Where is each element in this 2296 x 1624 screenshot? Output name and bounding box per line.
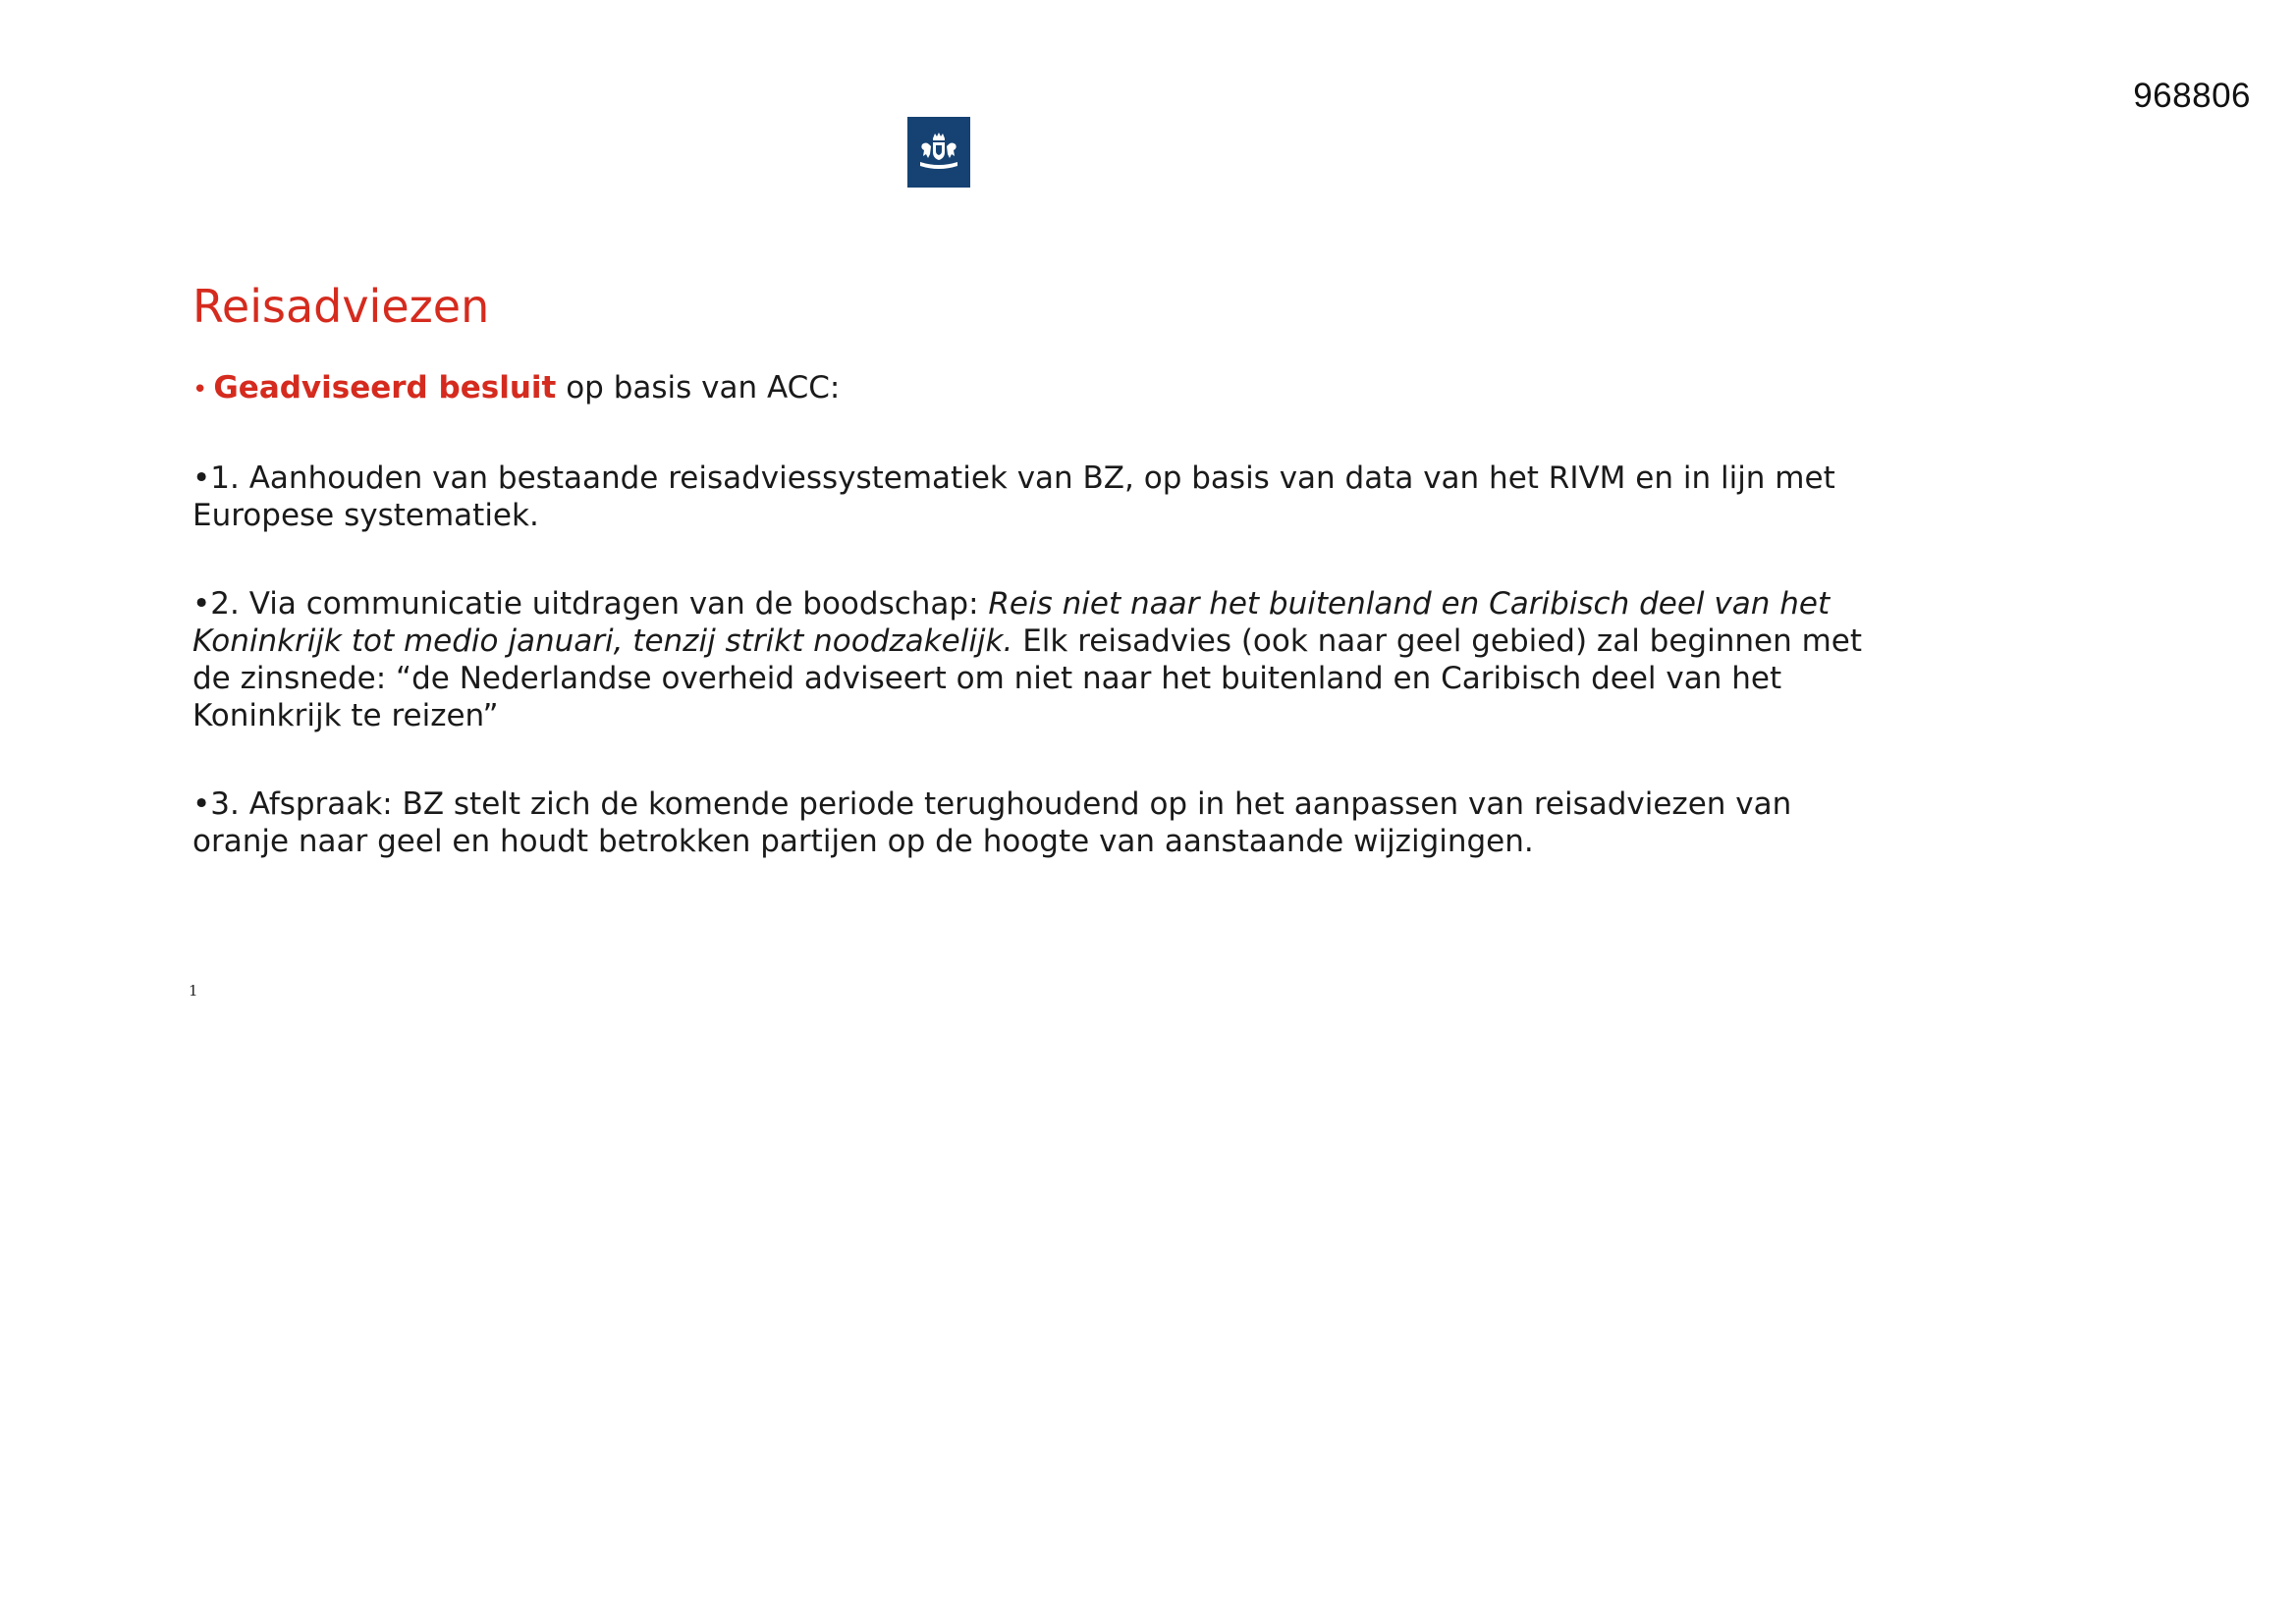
- list-item-3: •3. Afspraak: BZ stelt zich de komende periode terughoudend op in het aanpassen van reisadviezen van oranje naar geel en houdt betrokken partijen op de hoogte van aanstaande wijzigingen.: [192, 786, 1792, 859]
- coat-of-arms-icon: [914, 131, 963, 174]
- rijksoverheid-logo: [907, 117, 970, 188]
- list-item-2-italic: Reis niet naar het buitenland en Caribisch deel van het Koninkrijk tot medio januari, tenzij strikt noodzakelijk.: [192, 586, 1831, 659]
- list-item-2: [192, 585, 1882, 734]
- intro-text: op basis van ACC:: [556, 370, 841, 406]
- document-id: 968806: [2133, 77, 2251, 115]
- bullet-dot-icon: •: [192, 375, 208, 405]
- intro-line: [192, 369, 1882, 408]
- intro-highlight: Geadviseerd besluit: [213, 370, 557, 406]
- page-number: 1: [189, 982, 198, 1000]
- list-item-2-suffix: Elk reisadvies (ook naar geel gebied) zal beginnen met de zinsnede: “de Nederlandse overheid adviseert om niet naar het buitenland en Caribisch deel van het Koninkrijk te reizen”: [192, 623, 1862, 733]
- list-item-1: •1. Aanhouden van bestaande reisadviessystematiek van BZ, op basis van data van het RIVM en in lijn met Europese systematiek.: [192, 460, 1835, 533]
- slide-title: Reisadviezen: [192, 280, 490, 333]
- list-item-2-prefix: •2. Via communicatie uitdragen van de boodschap:: [192, 586, 989, 622]
- slide-content: [192, 277, 1882, 911]
